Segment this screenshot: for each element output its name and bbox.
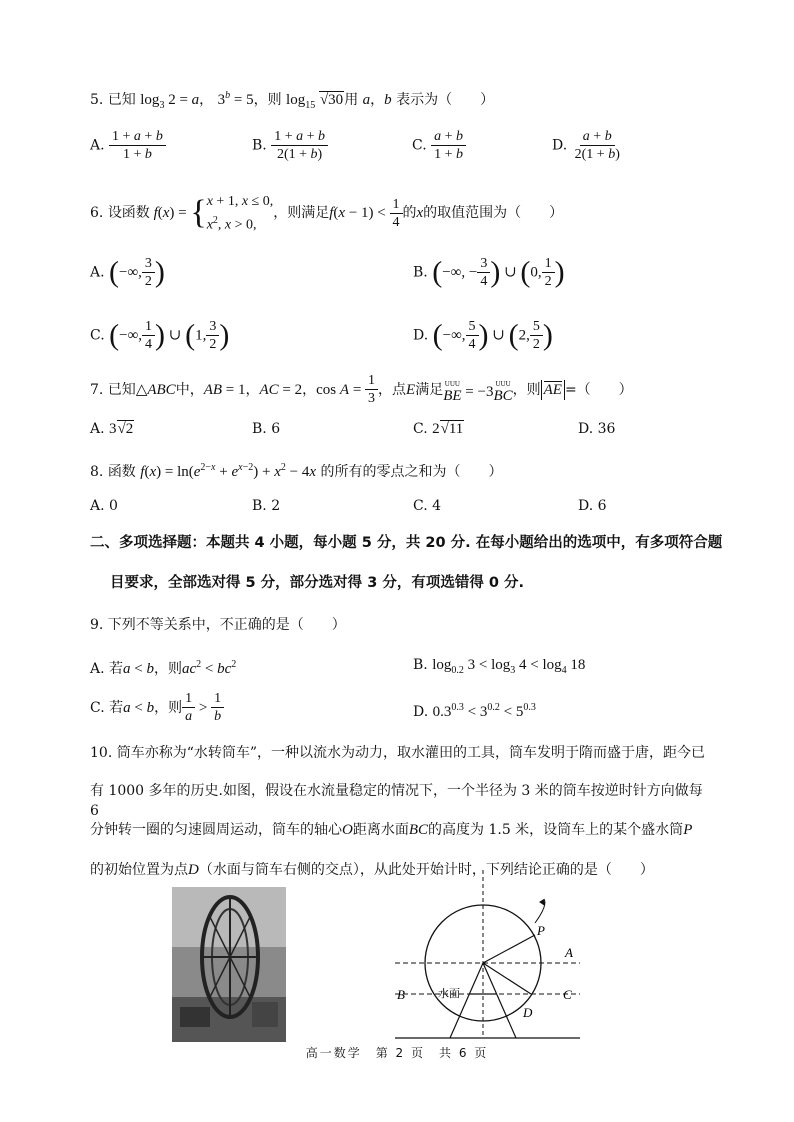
water-wheel-diagram xyxy=(380,865,610,1045)
q9-option-b[interactable]: B. $\log_{0.2} 3 < \log_3 4 < \log_4 18$ xyxy=(413,657,586,676)
q6-stem: 6. 设函数 f(x) = { x + 1, x ≤ 0, $x^2$, x > 0, ，则满足 f(x − 1) < $\frac{1}{4}$ 的 x 的取值范围为（ ） xyxy=(90,194,564,233)
q10-paragraph-line2: 有 1000 多年的历史.如图，假设在水流量稳定的情况下，一个半径为 3 米的筒车按逆时针方向做每 6 xyxy=(90,783,703,819)
q5-option-c[interactable]: C. $\frac{a + b}{1 + b}$ xyxy=(412,128,466,163)
label-d: D xyxy=(523,1005,533,1020)
q10-paragraph-line3: 分钟转一圈的匀速圆周运动，筒车的轴心O距离水面BC的高度为 1.5 米，设筒车上的某个盛水筒P xyxy=(90,822,693,838)
q7-option-d[interactable]: D. 36 xyxy=(578,421,616,437)
q10-paragraph-line4: 的初始位置为点D（水面与筒车右侧的交点），从此处开始计时，下列结论正确的是（ ） xyxy=(90,862,654,878)
q8-option-c[interactable]: C. 4 xyxy=(413,498,442,514)
q8-option-b[interactable]: B. 2 xyxy=(252,498,281,514)
q7-option-b[interactable]: B. 6 xyxy=(252,421,281,437)
q8-stem: 8. 函数 $f(x) = \ln(e^{2-x} + e^{x-2}) + x^2 - 4x$ 的所有的零点之和为（ ） xyxy=(90,462,503,480)
q5-option-b[interactable]: B. $\frac{1 + a + b}{2(1 + b)}$ xyxy=(252,128,328,163)
q8-option-d[interactable]: D. 6 xyxy=(578,498,607,514)
label-water: 水面 xyxy=(438,987,460,1000)
q9-option-d[interactable]: D. $0.3^{0.3} < 3^{0.2} < 5^{0.3}$ xyxy=(413,702,536,720)
section2-heading-line2: 目要求，全部选对得 5 分，部分选对得 3 分，有项选错得 0 分. xyxy=(110,575,525,591)
label-a: A xyxy=(565,945,573,960)
label-p: P xyxy=(537,923,545,938)
q8-option-a[interactable]: A. 0 xyxy=(90,498,118,514)
label-b: B xyxy=(397,987,405,1002)
label-c: C xyxy=(563,987,572,1002)
q7-option-a[interactable]: A. 3√2 xyxy=(90,421,134,437)
q7-option-c[interactable]: C. 2√11 xyxy=(413,421,464,437)
q5-option-d[interactable]: D. $\frac{a + b}{2(1 + b)}$ xyxy=(552,129,620,162)
q9-stem: 9. 下列不等关系中，不正确的是（ ） xyxy=(90,617,346,633)
section2-heading-line1: 二、多项选择题：本题共 4 小题，每小题 5 分，共 20 分. 在每小题给出的选项中，有多项符合题 xyxy=(90,535,723,551)
q6-option-c[interactable]: C. (−∞, $\frac{1}{4}$ ) ∪ (1, $\frac{3}{2}$ ) xyxy=(90,318,230,352)
q6-option-d[interactable]: D. (−∞, $\frac{5}{4}$ ) ∪ (2, $\frac{5}{2}$ ) xyxy=(413,318,553,352)
q9-option-c[interactable]: C. 若 a < b ，则 $\frac{1}{a}$ > $\frac{1}{b}$ xyxy=(90,690,224,725)
q7-stem: 7. 已知 △ABC 中， AB = 1 ， AC = 2 ， cos A = $\frac{1}{3}$ ，点 E 满足 UUU BE = −3 UUU BC ，则 AE =（ ） xyxy=(90,373,633,406)
q6-option-b[interactable]: B. (−∞, − $\frac{3}{4}$ ) ∪ (0, $\frac{1}{2}$ ) xyxy=(413,255,565,289)
water-wheel-photo xyxy=(172,887,286,1042)
page-footer: 高一数学 第 2 页 共 6 页 xyxy=(305,1046,489,1060)
q5-stem: 5. 已知 $\log_3 2 = a$， $3^b = 5$，则 $\log_{15} √30$用 a，b 表示为（ ） xyxy=(90,90,495,111)
q6-option-a[interactable]: A. (−∞, $\frac{3}{2}$ ) xyxy=(90,255,165,289)
q5-option-a[interactable]: A. $\frac{1 + a + b}{1 + b}$ xyxy=(90,128,166,163)
q10-paragraph-line1: 10. 筒车亦称为“水转筒车”，一种以流水为动力，取水灌田的工具，筒车发明于隋而盛于唐，距今已 xyxy=(90,745,706,761)
q9-option-a[interactable]: A. 若a < b，则$ac^2 < bc^2$ xyxy=(90,659,237,677)
